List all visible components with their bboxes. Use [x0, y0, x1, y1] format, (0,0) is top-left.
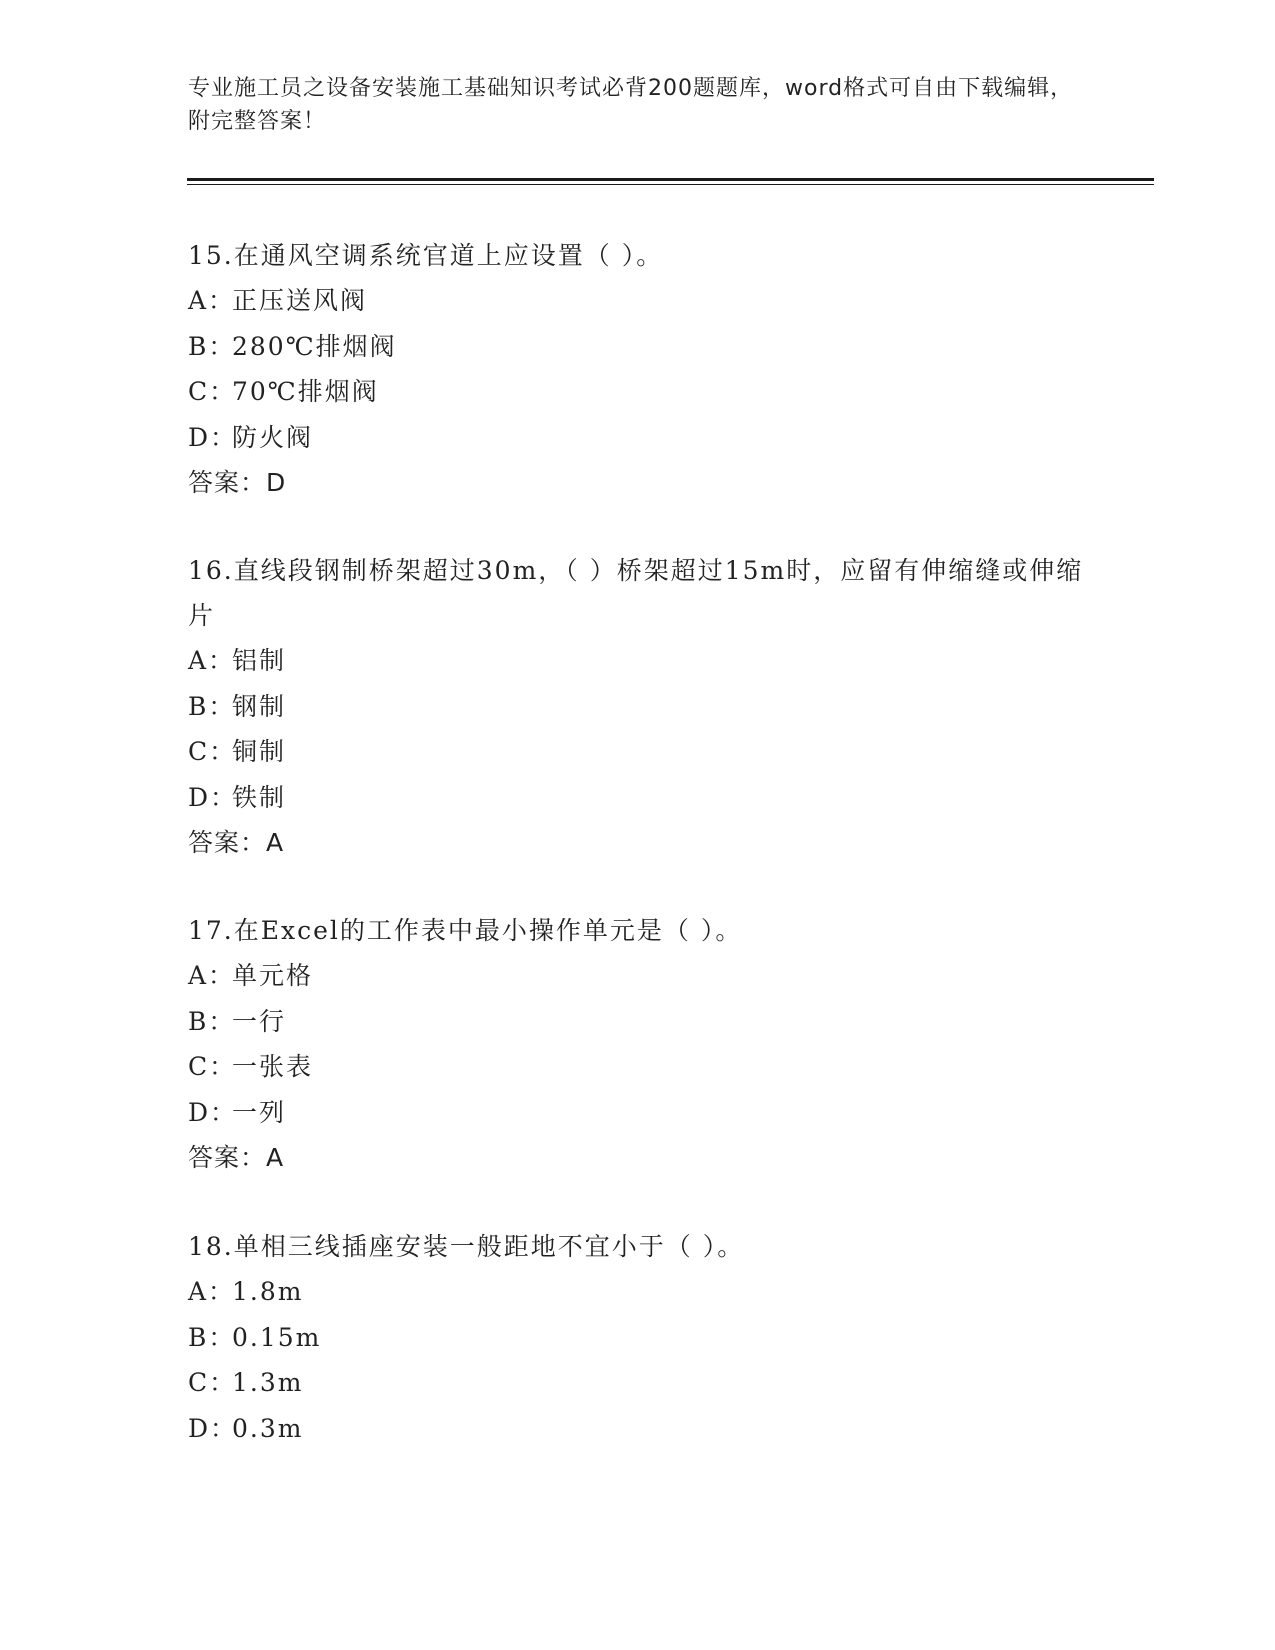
option-d [188, 1406, 1108, 1452]
option-letter: B： [188, 1322, 236, 1352]
option-c [188, 1044, 1108, 1090]
option-text: 0.3m [232, 1413, 304, 1443]
document-header-title: 专业施工员之设备安装施工基础知识考试必背200题题库，word格式可自由下载编辑，附完整答案！ [188, 76, 1074, 134]
option-letter: B： [188, 691, 236, 721]
question-16 [188, 548, 1108, 866]
option-letter: B： [188, 331, 236, 361]
option-c [188, 1360, 1108, 1406]
option-letter: A： [188, 1277, 236, 1306]
option-text: 1.8m [232, 1277, 304, 1306]
option-text: 一张表 [232, 1052, 314, 1081]
option-text: 70℃排烟阀 [232, 377, 379, 406]
option-a [188, 1269, 1108, 1315]
option-d [188, 1090, 1108, 1136]
option-text: 一行 [232, 1006, 287, 1036]
header-divider-thin [187, 184, 1154, 185]
option-letter: C： [188, 377, 237, 406]
option-letter: D： [188, 782, 238, 812]
option-text: 一列 [232, 1097, 287, 1127]
option-text: 正压送风阀 [232, 286, 368, 315]
question-stem: 17.在Excel的工作表中最小操作单元是（ ）。 [188, 916, 743, 945]
answer-line: 答案：A [188, 1143, 285, 1172]
option-text: 铝制 [232, 646, 287, 675]
question-17 [188, 908, 1108, 1181]
option-letter: A： [188, 646, 236, 675]
option-text: 防火阀 [232, 422, 314, 452]
option-b [188, 684, 1108, 730]
option-c [188, 729, 1108, 775]
option-letter: D： [188, 1413, 238, 1443]
option-letter: D： [188, 1097, 238, 1127]
option-letter: A： [188, 961, 236, 990]
option-text: 280℃排烟阀 [232, 331, 397, 361]
question-15 [188, 233, 1108, 506]
option-text: 钢制 [232, 691, 287, 721]
option-text: 铁制 [232, 782, 287, 812]
option-b [188, 999, 1108, 1045]
option-a [188, 953, 1108, 999]
question-stem: 15.在通风空调系统官道上应设置（ ）。 [188, 241, 664, 270]
option-a [188, 638, 1108, 684]
question-18 [188, 1224, 1108, 1451]
answer-line: 答案：D [188, 468, 287, 497]
option-text: 0.15m [232, 1322, 322, 1352]
question-stem: 16.直线段钢制桥架超过30m，（ ）桥架超过15m时，应留有伸缩缝或伸缩片 [188, 556, 1084, 630]
option-d [188, 775, 1108, 821]
option-text: 铜制 [232, 737, 287, 766]
option-a [188, 278, 1108, 324]
option-text: 1.3m [232, 1368, 304, 1397]
option-letter: C： [188, 737, 237, 766]
option-letter: B： [188, 1006, 236, 1036]
option-b [188, 324, 1108, 370]
header-divider-thick [187, 178, 1154, 181]
option-letter: D： [188, 422, 238, 452]
option-letter: C： [188, 1368, 237, 1397]
option-d [188, 415, 1108, 461]
option-letter: A： [188, 286, 236, 315]
question-stem: 18.单相三线插座安装一般距地不宜小于（ ）。 [188, 1232, 745, 1261]
answer-line: 答案：A [188, 828, 285, 857]
option-b [188, 1315, 1108, 1361]
option-c [188, 369, 1108, 415]
option-text: 单元格 [232, 961, 314, 990]
option-letter: C： [188, 1052, 237, 1081]
